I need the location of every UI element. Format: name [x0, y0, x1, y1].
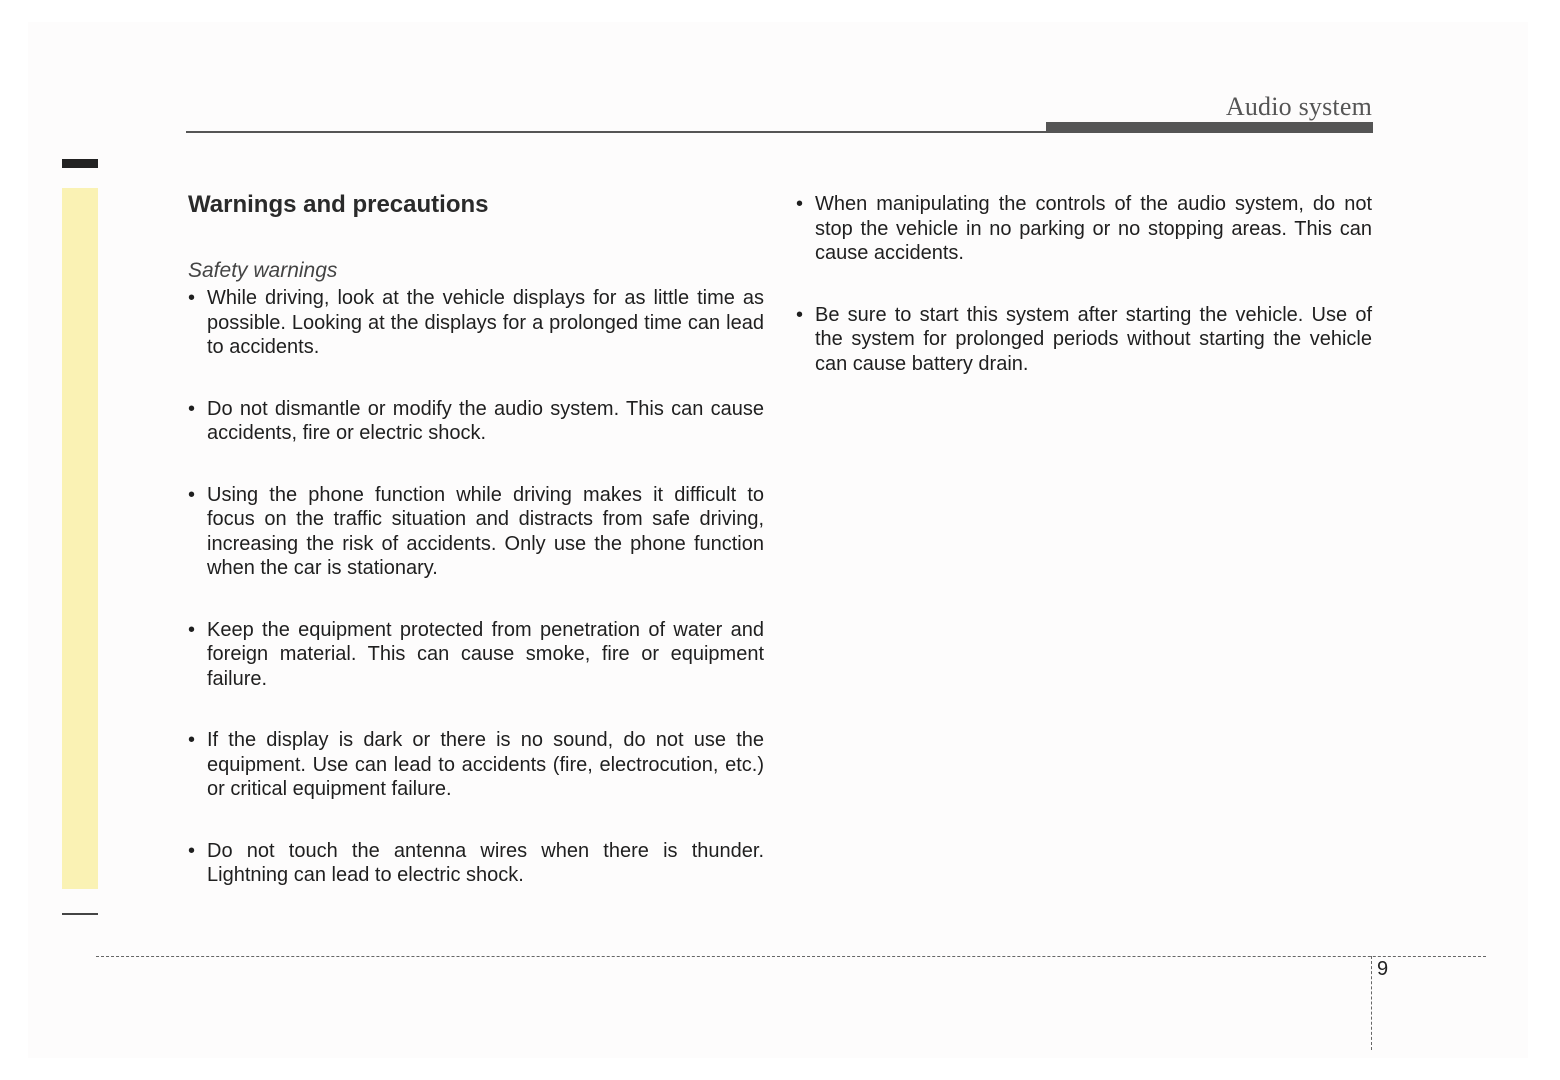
right-bullet-list	[796, 192, 1372, 376]
bullet-icon: •	[188, 729, 196, 751]
list-item	[188, 728, 764, 802]
list-item	[188, 839, 764, 888]
list-item	[188, 483, 764, 581]
list-item-text: Keep the equipment protected from penetration of water and foreign material. This can cause smoke, fire or equipment failure.	[207, 618, 764, 690]
chapter-tab-highlight	[62, 188, 98, 889]
page-heading: Warnings and precautions	[188, 191, 489, 218]
list-item-text: When manipulating the controls of the audio system, do not stop the vehicle in no parking or no stopping areas. This can cause accidents.	[815, 193, 1372, 264]
list-item-text: Be sure to start this system after starting the vehicle. Use of the system for prolonged periods without starting the vehicle can cause battery drain.	[815, 303, 1372, 375]
list-item-text: While driving, look at the vehicle displays for as little time as possible. Looking at the displays for a prolonged time can lead to accidents.	[207, 287, 764, 358]
bullet-icon: •	[188, 287, 196, 309]
list-item-text: Using the phone function while driving makes it difficult to focus on the traffic situation and distracts from safe driving, increasing the risk of accidents. Only use the phone function when the car is stationary.	[207, 483, 764, 579]
chapter-tab-marker-bottom	[62, 913, 98, 915]
chapter-tab-marker-top	[62, 159, 98, 168]
list-item-text: If the display is dark or there is no sound, do not use the equipment. Use can lead to accidents (fire, electrocution, etc.) or critical equipment failure.	[207, 729, 764, 800]
footer-dashed-rule	[96, 956, 1486, 957]
list-item-text: Do not touch the antenna wires when there is thunder. Lightning can lead to electric shock.	[207, 839, 764, 886]
bullet-icon: •	[188, 397, 196, 420]
bullet-icon: •	[796, 193, 804, 215]
bullet-icon: •	[188, 618, 196, 641]
list-item	[188, 618, 764, 692]
list-item-text: Do not dismantle or modify the audio system. This can cause accidents, fire or electric shock.	[207, 397, 764, 444]
list-item	[796, 192, 1372, 266]
left-bullet-list	[188, 286, 764, 888]
bullet-icon: •	[188, 483, 196, 506]
bullet-icon: •	[796, 303, 804, 326]
page-number: 9	[1377, 958, 1389, 980]
bullet-icon: •	[188, 839, 196, 862]
right-column	[796, 190, 1372, 413]
list-item	[188, 286, 764, 360]
subheading: Safety warnings	[188, 259, 338, 282]
left-column	[188, 190, 764, 925]
header-accent-bar	[1046, 122, 1373, 133]
list-item	[796, 303, 1372, 377]
section-title: Audio system	[1225, 92, 1372, 121]
list-item	[188, 397, 764, 446]
footer-vertical-rule	[1371, 956, 1372, 1050]
